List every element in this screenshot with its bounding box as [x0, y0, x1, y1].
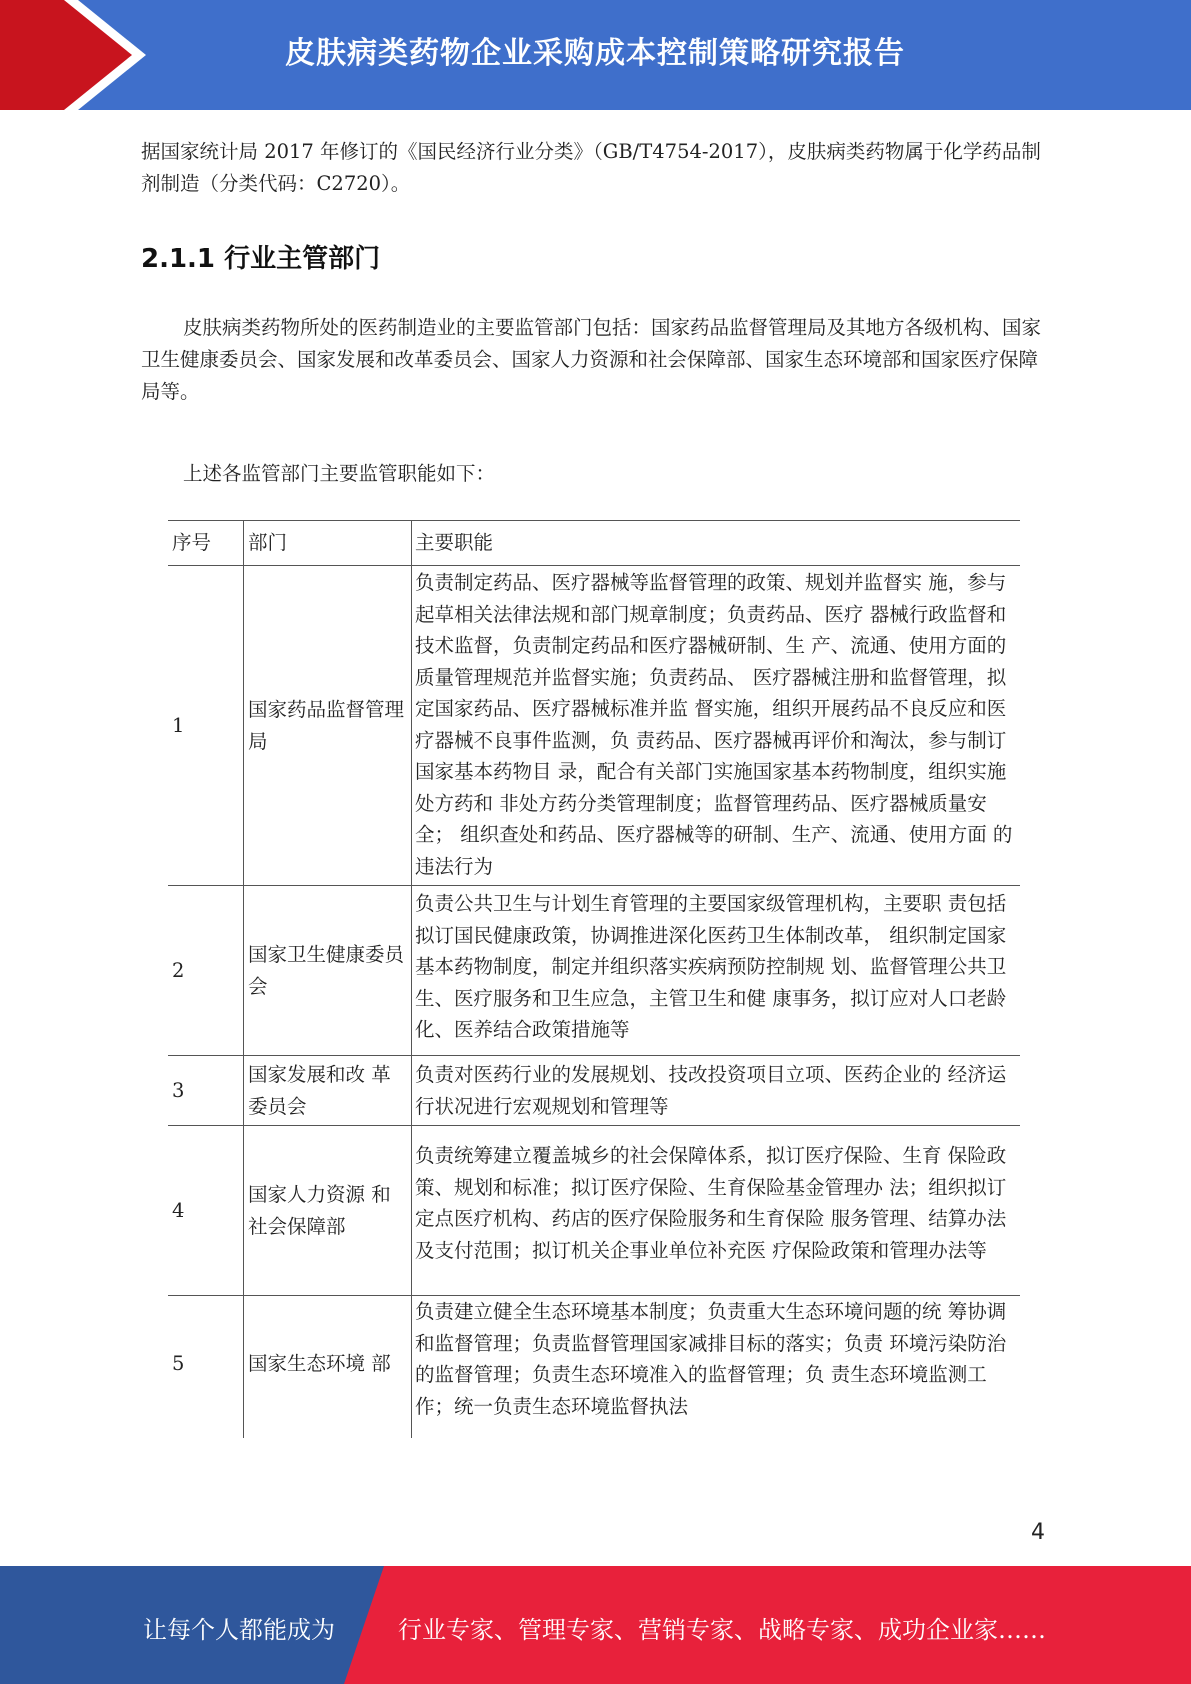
regulators-table: [168, 520, 1020, 1438]
row-functions: 负责公共卫生与计划生育管理的主要国家级管理机构，主要职 责包括拟订国民健康政策，协调推进深化医药卫生体制改革， 组织制定国家基本药物制度，制定并组织落实疾病预防控制规 划、监督管理公共卫生、医疗服务和卫生应急，主管卫生和健 康事务，拟订应对人口老龄化、医养结合政策措施等: [415, 892, 1007, 1041]
table-row: [168, 886, 1020, 1056]
row-department: 国家生态环境 部: [244, 1296, 412, 1438]
row-department: 国家发展和改 革委员会: [244, 1056, 412, 1125]
regulators-paragraph: 皮肤病类药物所处的医药制造业的主要监管部门包括：国家药品监督管理局及其地方各级机构、国家卫生健康委员会、国家发展和改革委员会、国家人力资源和社会保障部、国家生态环境部和国家医疗保障局等。: [141, 316, 1042, 403]
footer-slogan-right: 行业专家、管理专家、营销专家、战略专家、成功企业家……: [398, 1616, 1046, 1644]
functions-intro-paragraph: 上述各监管部门主要监管职能如下：: [183, 462, 496, 485]
section-heading: 2.1.1 行业主管部门: [141, 244, 381, 274]
table-header-row: [168, 520, 1020, 566]
intro-paragraph: 据国家统计局 2017 年修订的《国民经济行业分类》（GB/T4754-2017），皮肤病类药物属于化学药品制剂制造（分类代码：C2720）。: [141, 140, 1041, 195]
table-row: [168, 1056, 1020, 1126]
header-cell-no: 序号: [168, 521, 244, 565]
row-functions: 负责制定药品、医疗器械等监督管理的政策、规划并监督实 施，参与起草相关法律法规和部门规章制度；负责药品、医疗 器械行政监督和技术监督，负责制定药品和医疗器械研制、生 产、流通、使用方面的质量管理规范并监督实施；负责药品、 医疗器械注册和监督管理，拟定国家药品、医疗器械标准并监 督实施，组织开展药品不良反应和医疗器械不良事件监测，负 责药品、医疗器械再评价和淘汰，参与制订国家基本药物目 录，配合有关部门实施国家基本药物制度，组织实施处方药和 非处方药分类管理制度；监督管理药品、医疗器械质量安全； 组织查处和药品、医疗器械等的研制、生产、流通、使用方面 的违法行为: [415, 571, 1013, 878]
table-row: [168, 1126, 1020, 1296]
row-number: 3: [168, 1056, 244, 1125]
row-number: 2: [168, 886, 244, 1055]
table-row: [168, 1296, 1020, 1438]
row-functions: 负责统筹建立覆盖城乡的社会保障体系，拟订医疗保险、生育 保险政策、规划和标准；拟订医疗保险、生育保险基金管理办 法；组织拟订定点医疗机构、药店的医疗保险服务和生育保险 服务管理、结算办法及支付范围；拟订机关企事业单位补充医 疗保险政策和管理办法等: [415, 1144, 1007, 1262]
row-functions: 负责对医药行业的发展规划、技改投资项目立项、医药企业的 经济运行状况进行宏观规划和管理等: [415, 1063, 1007, 1118]
row-department: 国家卫生健康委员会: [244, 886, 412, 1055]
page-number: 4: [1031, 1520, 1045, 1545]
row-number: 1: [168, 566, 244, 885]
row-number: 5: [168, 1296, 244, 1438]
header-cell-func: 主要职能: [415, 531, 494, 555]
footer-slogan-left: 让每个人都能成为: [143, 1616, 335, 1644]
table-row: [168, 566, 1020, 886]
row-department: 国家药品监督管理局: [244, 566, 412, 885]
page-header: [0, 0, 1191, 110]
row-functions: 负责建立健全生态环境基本制度；负责重大生态环境问题的统 筹协调和监督管理；负责监督管理国家减排目标的落实；负责 环境污染防治的监督管理；负责生态环境准入的监督管理；负 责生态环境监测工作；统一负责生态环境监督执法: [415, 1300, 1007, 1418]
header-cell-dept: 部门: [244, 521, 412, 565]
row-number: 4: [168, 1126, 244, 1295]
page-footer: [0, 1566, 1191, 1684]
row-department: 国家人力资源 和社会保障部: [244, 1126, 412, 1295]
report-title: 皮肤病类药物企业采购成本控制策略研究报告: [285, 36, 905, 71]
